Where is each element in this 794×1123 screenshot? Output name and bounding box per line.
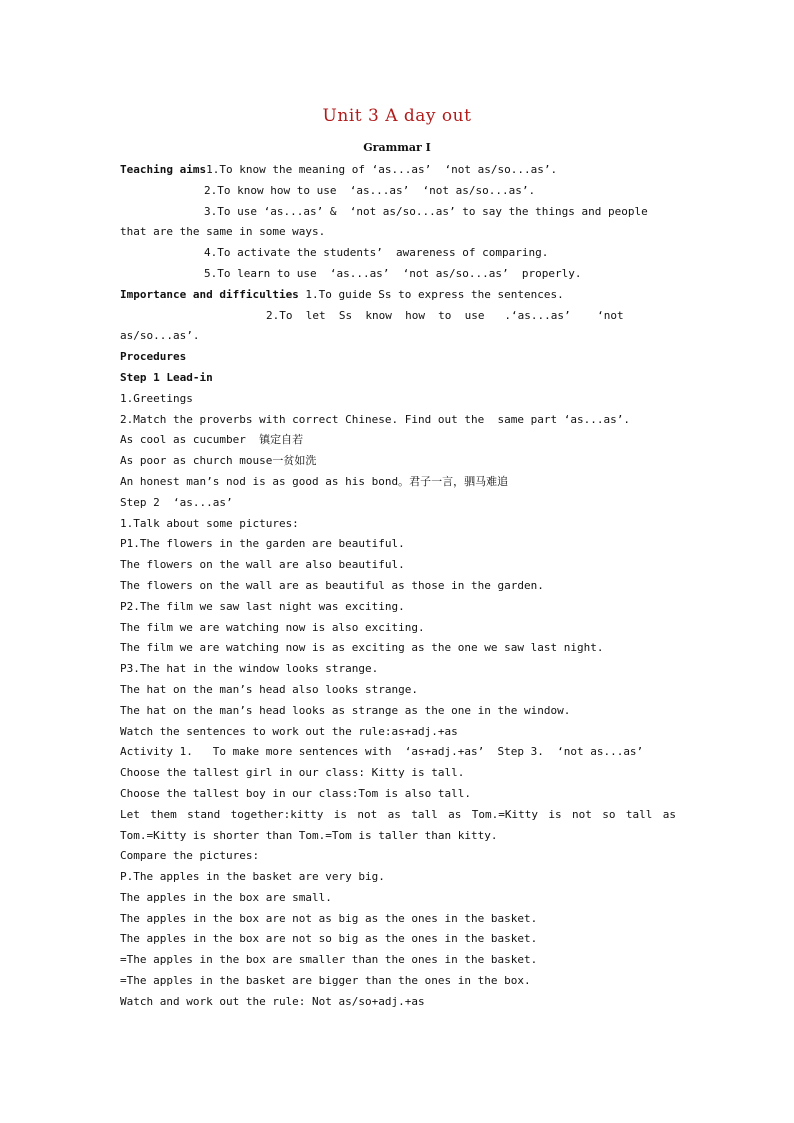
- aims-item: that are the same in some ways.: [120, 225, 326, 239]
- text-line: Compare the pictures:: [120, 849, 260, 863]
- importance-line-1: [120, 285, 676, 306]
- text-line: The hat on the man’s head looks as strange as the one in the window.: [120, 703, 571, 717]
- page-subtitle: Grammar Ⅰ: [363, 141, 431, 154]
- proverb-cn: 一贫如洗: [272, 454, 317, 468]
- importance-item: 1.To guide Ss to express the sentences.: [298, 287, 564, 301]
- text-line: P2.The film we saw last night was exciting.: [120, 599, 405, 613]
- aims-line-1: [120, 160, 676, 181]
- step1-heading: Step 1 Lead-in: [120, 370, 213, 384]
- text-line: The apples in the box are not so big as the ones in the basket.: [120, 932, 538, 946]
- text-line: The film we are watching now is also exciting.: [120, 620, 425, 634]
- proverb-en: An honest man’s nod is as good as his bond。: [120, 474, 410, 488]
- text-line: 1.Talk about some pictures:: [120, 516, 299, 530]
- importance-item: 2.To let Ss know how to use .‘as...as’ ‘not: [266, 308, 624, 322]
- text-line: P3.The hat in the window looks strange.: [120, 662, 379, 676]
- step1-line: 2.Match the proverbs with correct Chinese. Find out the same part ‘as...as’.: [120, 412, 630, 426]
- aims-item: 4.To activate the students’ awareness of comparing.: [204, 246, 549, 260]
- aims-item: 5.To learn to use ‘as...as’ ‘not as/so...as’ properly.: [204, 266, 582, 280]
- aims-item: 3.To use ‘as...as’ & ‘not as/so...as’ to say the things and people: [204, 204, 648, 218]
- text-line: The apples in the box are small.: [120, 890, 332, 904]
- text-line: =The apples in the basket are bigger than the ones in the box.: [120, 974, 531, 988]
- aims-label: Teaching aims: [120, 163, 207, 176]
- proverb-line: [120, 430, 676, 451]
- text-line: The flowers on the wall are as beautiful as those in the garden.: [120, 578, 544, 592]
- proverb-line: [120, 451, 676, 472]
- proverb-cn: 镇定自若: [259, 433, 304, 447]
- procedures-heading: Procedures: [120, 350, 187, 364]
- text-line: P1.The flowers in the garden are beautiful.: [120, 537, 405, 551]
- text-line: Choose the tallest girl in our class: Kitty is tall.: [120, 766, 465, 780]
- rule-line: Watch and work out the rule: Not as/so+adj.+as: [120, 994, 425, 1008]
- text-line: Let them stand together:kitty is not as tall as Tom.=Kitty is not so tall as: [120, 807, 676, 821]
- page-title: Unit 3 A day out: [322, 106, 472, 126]
- text-line: The flowers on the wall are also beautiful.: [120, 558, 405, 572]
- aims-item: 1.To know the meaning of ‘as...as’ ‘not as/so...as’.: [206, 163, 558, 176]
- proverb-line: [120, 472, 676, 493]
- text-line: Tom.=Kitty is shorter than Tom.=Tom is taller than kitty.: [120, 828, 498, 842]
- proverb-en: As poor as church mouse: [120, 454, 273, 468]
- text-line: =The apples in the box are smaller than the ones in the basket.: [120, 953, 538, 967]
- proverb-en: As cool as cucumber: [120, 433, 260, 447]
- step1-line: 1.Greetings: [120, 391, 193, 405]
- text-line: Choose the tallest boy in our class:Tom is also tall.: [120, 786, 471, 800]
- importance-label: Importance and difficulties: [120, 287, 299, 301]
- proverb-cn: 君子一言，驷马难追: [409, 474, 509, 488]
- text-line: The film we are watching now is as exciting as the one we saw last night.: [120, 641, 604, 655]
- aims-item: 2.To know how to use ‘as...as’ ‘not as/so...as’.: [204, 183, 536, 197]
- document-body: [120, 160, 676, 1013]
- text-line: The apples in the box are not as big as the ones in the basket.: [120, 911, 538, 925]
- step2-heading: Step 2 ‘as...as’: [120, 495, 233, 509]
- text-line: P.The apples in the basket are very big.: [120, 870, 385, 884]
- text-line: The hat on the man’s head also looks strange.: [120, 682, 419, 696]
- rule-line: Watch the sentences to work out the rule:as+adj.+as: [120, 724, 458, 738]
- activity-line: Activity 1. To make more sentences with ‘as+adj.+as’ Step 3. ‘not as...as’: [120, 745, 644, 759]
- importance-item-cont: as/so...as’.: [120, 329, 200, 343]
